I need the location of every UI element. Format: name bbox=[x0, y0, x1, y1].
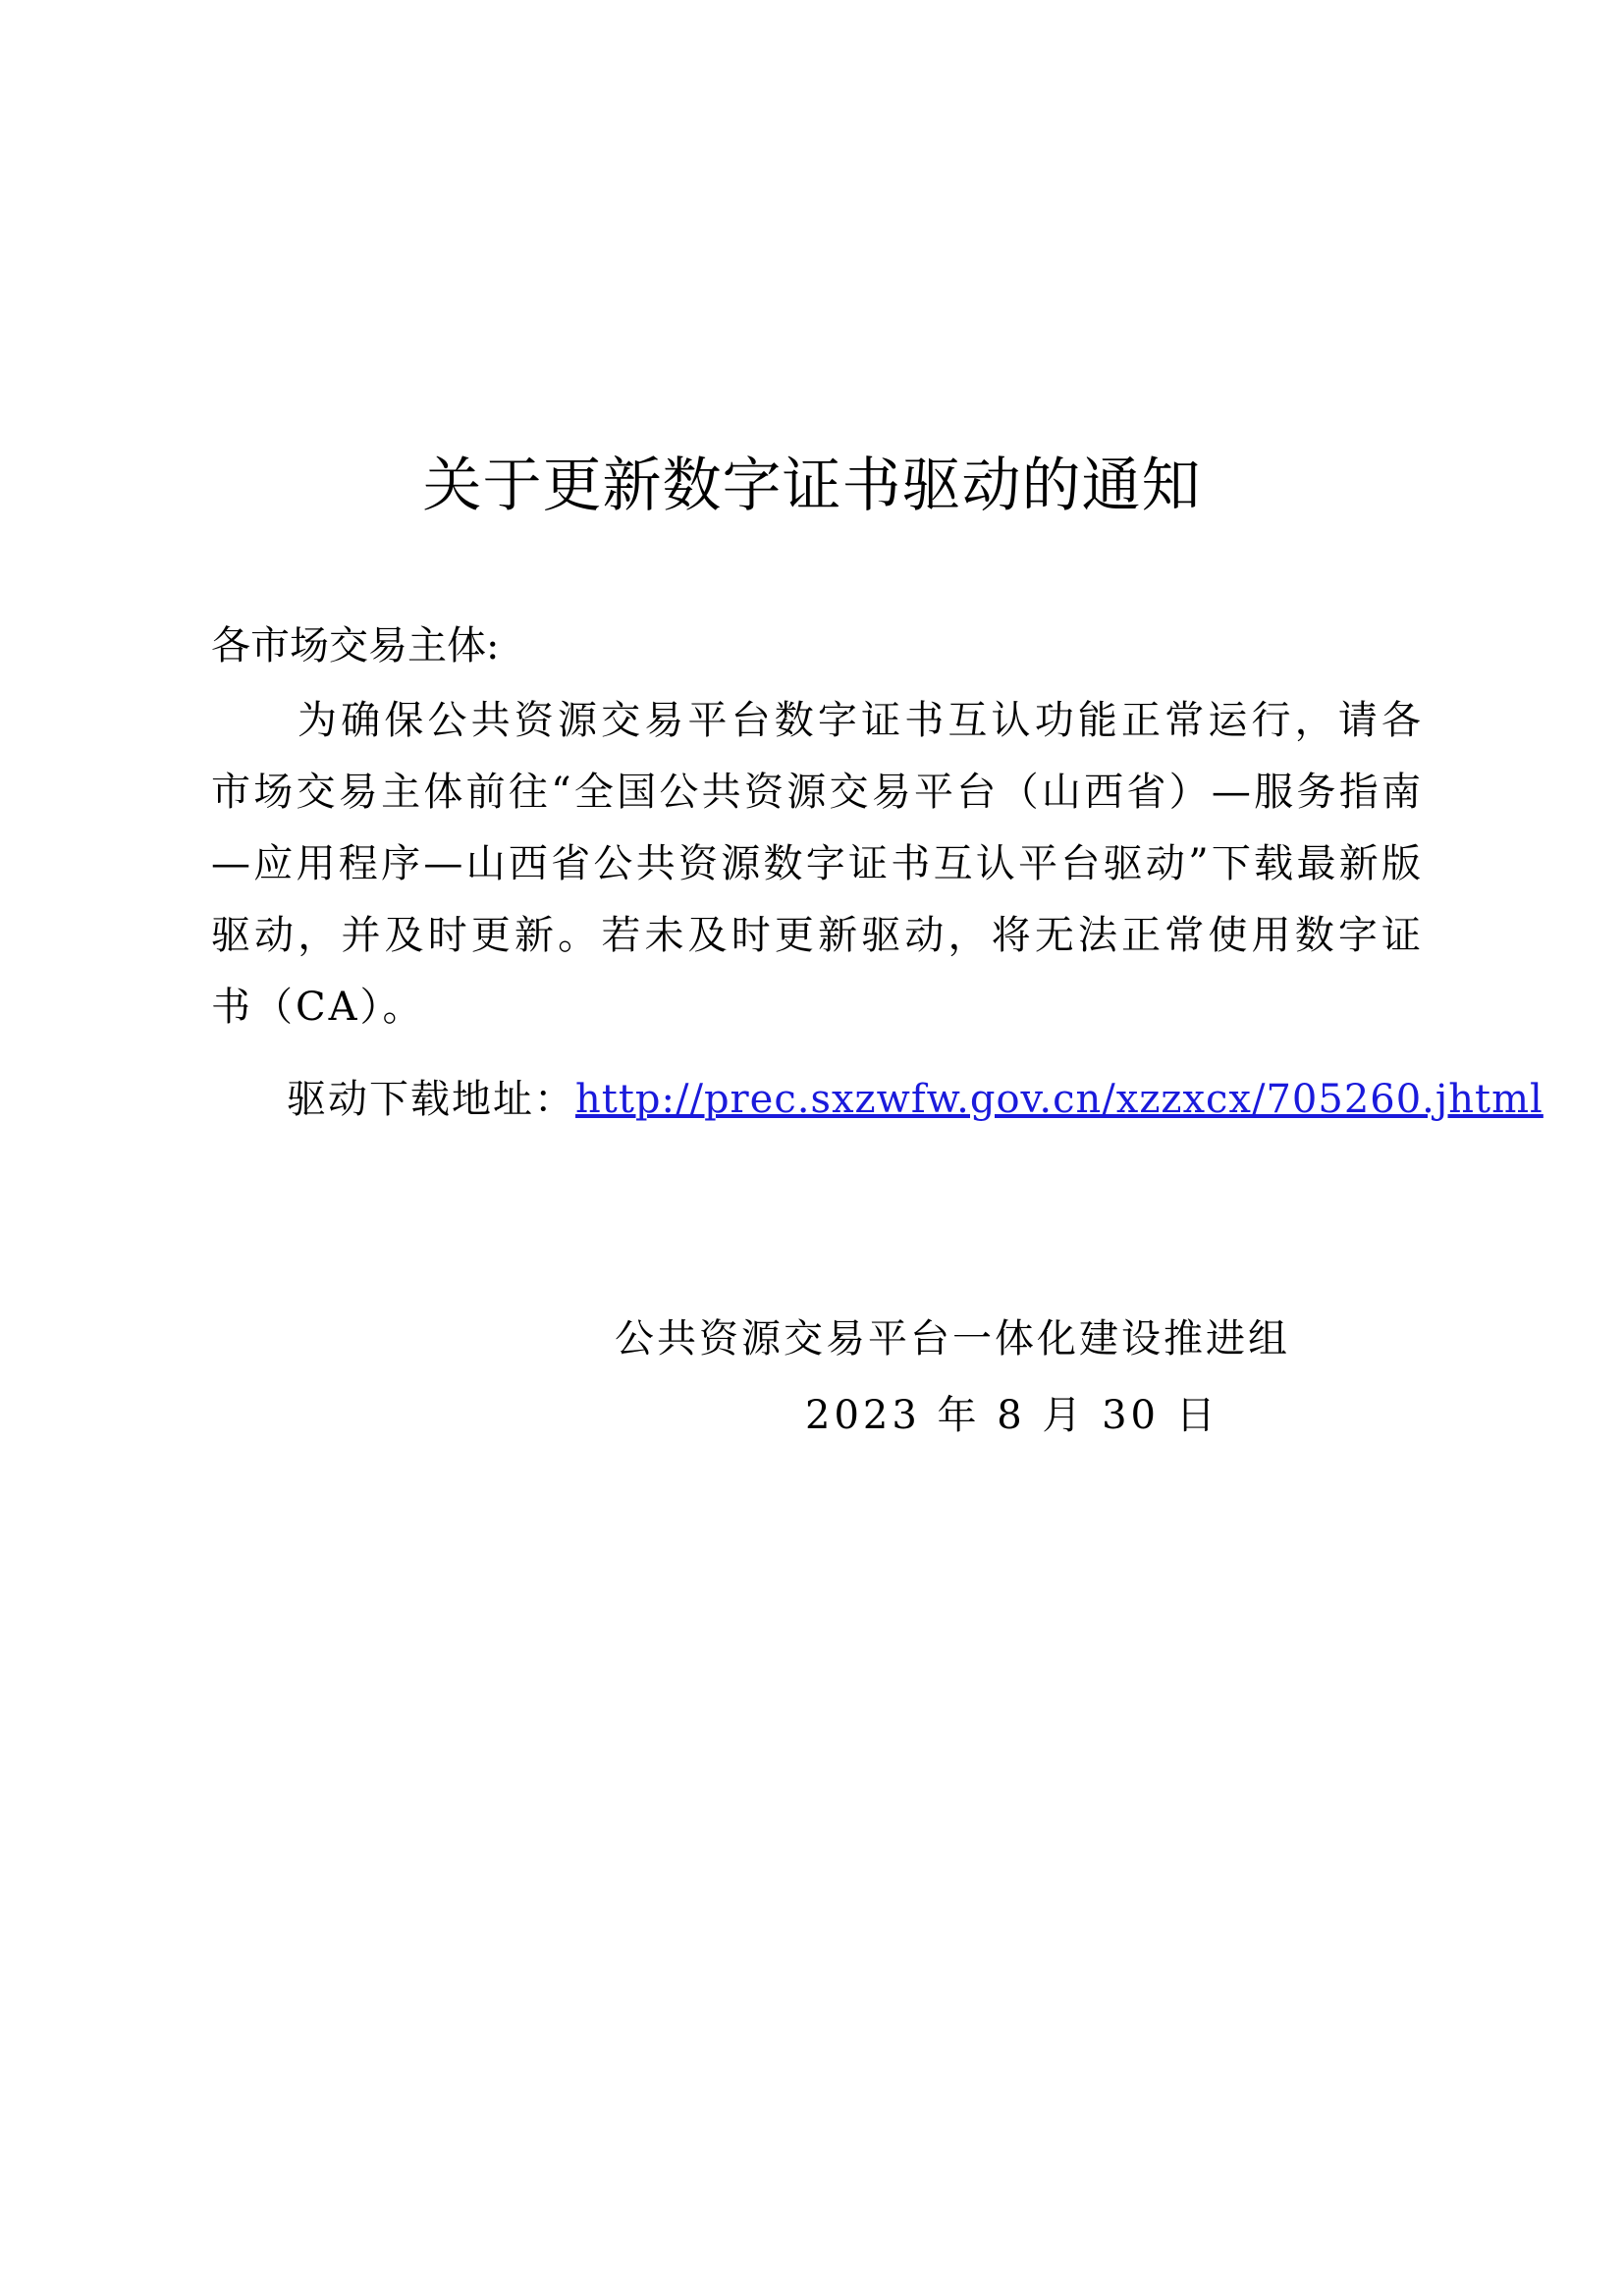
issue-date: 2023 年 8 月 30 日 bbox=[805, 1393, 1219, 1438]
issuer-signature: 公共资源交易平台一体化建设推进组 bbox=[615, 1316, 1290, 1362]
notice-title: 关于更新数字证书驱动的通知 bbox=[422, 452, 1202, 520]
notice-body: 为确保公共资源交易平台数字证书互认功能正常运行，请各市场交易主体前往“全国公共资源交易平台（山西省）—服务指南—应用程序—山西省公共资源数字证书互认平台驱动”下载最新版驱动，并及时更新。若未及时更新驱动，将无法正常使用数字证书（CA）。 bbox=[211, 698, 1424, 1030]
download-line bbox=[287, 1070, 1543, 1129]
download-link[interactable]: http://prec.sxzwfw.gov.cn/xzzxcx/705260.jhtml bbox=[575, 1077, 1543, 1122]
download-label: 驱动下载地址： bbox=[287, 1077, 575, 1122]
salutation: 各市场交易主体: bbox=[211, 623, 500, 668]
